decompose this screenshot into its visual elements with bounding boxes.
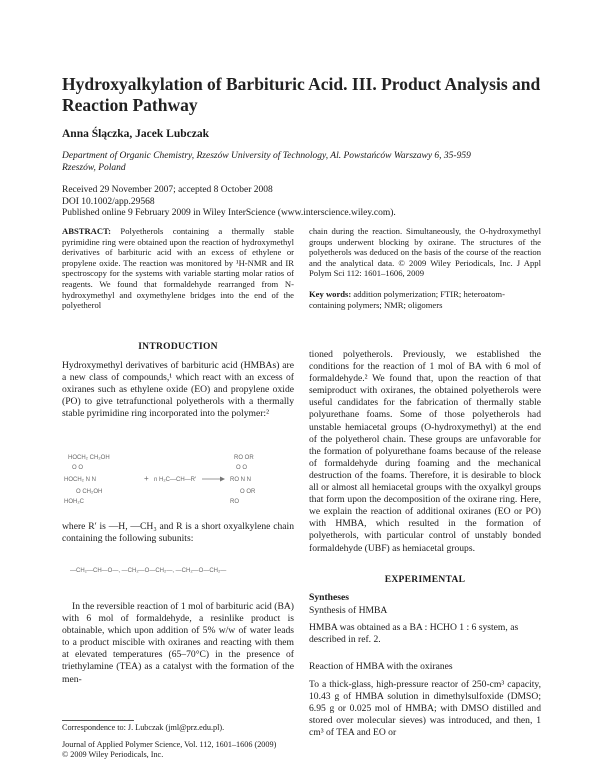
syntheses-heading: Syntheses <box>309 592 349 603</box>
synthesis-hmba-text: HMBA was obtained as a BA : HCHO 1 : 6 system, as described in ref. 2. <box>309 622 519 646</box>
scheme-product-line: O OR <box>240 489 256 495</box>
subunits-description: where R′ is —H, —CH₃ and R is a short oxyalkylene chain containing the following subunits: <box>62 521 294 545</box>
scheme-reactant-line: O O <box>72 465 84 471</box>
introduction-paragraph-2: In the reversible reaction of 1 mol of barbituric acid (BA) with 6 mol of formaldehyde, a resinlike product is obtainable, which upon addition of 5% w/w of water leads to a product miscible with oxiranes and reacting with them at elevated temperatures (65–70°C) in the presence of triethylamine (TEA) as a catalyst with the formation of the men- <box>62 601 294 685</box>
keywords-label: Key words: <box>309 289 352 299</box>
article-title: Hydroxyalkylation of Barbituric Acid. III. Product Analysis and Reaction Pathway <box>62 74 541 115</box>
introduction-paragraph-3: tioned polyetherols. Previously, we established the conditions for the reaction of 1 mol of BA with 6 mol of formaldehyde.² We found that, upon the reaction of that semiproduct with oxiranes, the obtained polyetherols were useful candidates for the fabrication of thermally stable polyurethane foams. Some of those polyetherols had unstable hemiacetal groups (O-hydroxymethyl) at the end of the polyetherol chain. These groups are unfavorable for the formation of polyurethane foams because of the release of formaldehyde during foaming and the mechanical destruction of the foams. Therefore, it is desirable to block all or almost all hemiacetal groups with the oxyalkyl groups that form upon the decomposition of the oxirane ring. Here, we explain the reaction of additional oxiranes (EO or PO) with HMBA, which resulted in the formation of polyetherols, with particular control of unstably bonded formaldehyde (UBF) as hemiacetal groups. <box>309 349 541 554</box>
abstract-label: ABSTRACT: <box>62 226 112 236</box>
correspondence: Correspondence to: J. Lubczak (jml@prz.edu.pl). <box>62 723 225 732</box>
scheme-product-line: RO OR <box>234 455 254 461</box>
journal-footer <box>62 740 294 760</box>
reaction-scheme <box>62 449 294 509</box>
article-dates <box>62 185 542 220</box>
scheme-product-line: RO N N <box>230 477 251 483</box>
scheme-reactant-line: HOH₂C <box>64 499 84 505</box>
scheme-reactant-line: HOCH₂ CH₂OH <box>68 455 110 461</box>
scheme-arrowhead <box>220 477 225 482</box>
copyright: © 2009 Wiley Periodicals, Inc. <box>62 750 164 759</box>
authors: Anna Ślączka, Jacek Lubczak <box>62 128 209 140</box>
affiliation: Department of Organic Chemistry, Rzeszów University of Technology, Al. Powstańców Warszawy 6, 35-959 Rzeszów, Poland <box>62 151 471 173</box>
subunits-scheme <box>62 560 294 584</box>
doi: DOI 10.1002/app.29568 <box>62 196 155 207</box>
abstract-right: chain during the reaction. Simultaneously, the O-hydroxymethyl groups underwent blocking by oxirane. The structures of the polyetherols was deduced on the basis of the course of the reaction and the analytical data. © 2009 Wiley Periodicals, Inc. J Appl Polym Sci 112: 1601–1606, 2009 <box>309 226 541 279</box>
received-date: Received 29 November 2007; accepted 8 October 2008 <box>62 185 273 195</box>
scheme-reactant-line: HOCH₂ N N <box>64 477 96 483</box>
footnote-rule <box>62 720 134 721</box>
experimental-heading: EXPERIMENTAL <box>384 575 466 585</box>
synthesis-hmba-heading: Synthesis of HMBA <box>309 605 388 616</box>
journal-citation: Journal of Applied Polymer Science, Vol. 112, 1601–1606 (2009) <box>62 740 277 749</box>
abstract-text-left: Polyetherols containing a thermally stable pyrimidine ring were obtained upon the reaction of hydroxymethyl derivatives of barbituric acid with an excess of ethylene or propylene oxide. The reaction was monitored by ¹H-NMR and IR spectroscopy for the systems with variable starting molar ratios of reagents. We found that formaldehyde rearranged from N-hydroxymethyl and oxymethylene bridges into the end of the polyetherol <box>62 226 294 311</box>
abstract-left <box>62 226 294 311</box>
scheme-product-line: RO <box>230 499 239 505</box>
scheme-plus: + <box>144 474 149 483</box>
reaction-text: To a thick-glass, high-pressure reactor of 250-cm³ capacity, 10.43 g of HMBA solution in dimethylsulfoxide (DMSO; 6.95 g or 0.025 mol of HMBA; with DMSO distilled and stored over molecular sieves) was introduced, and then, 1 cm³ of TEA and EO or <box>309 679 541 739</box>
introduction-heading: INTRODUCTION <box>138 342 218 352</box>
scheme-reactant-line: O CH₂OH <box>76 489 103 495</box>
subunits-formula: —CH₂—CH—O—, —CH₂—O—CH₂—, —CH₂—O—CH₂— <box>70 568 227 574</box>
scheme-product-line: O O <box>236 465 248 471</box>
keywords-text: addition polymerization; FTIR; heteroatom-containing polymers; NMR; oligomers <box>309 289 505 310</box>
introduction-paragraph-1: Hydroxymethyl derivatives of barbituric acid (HMBAs) are a new class of compounds,¹ which react with an excess of oxiranes such as ethylene oxide (EO) and propylene oxide (PO) to give tetrafunctional polyetherols with a thermally stable pyrimidine ring incorporated into the polymer:² <box>62 360 294 420</box>
scheme-reagent: n H₂C—CH—R′ <box>154 477 197 483</box>
reaction-heading: Reaction of HMBA with the oxiranes <box>309 661 453 672</box>
published-date: Published online 9 February 2009 in Wiley InterScience (www.interscience.wiley.com). <box>62 208 396 218</box>
keywords <box>309 289 541 310</box>
